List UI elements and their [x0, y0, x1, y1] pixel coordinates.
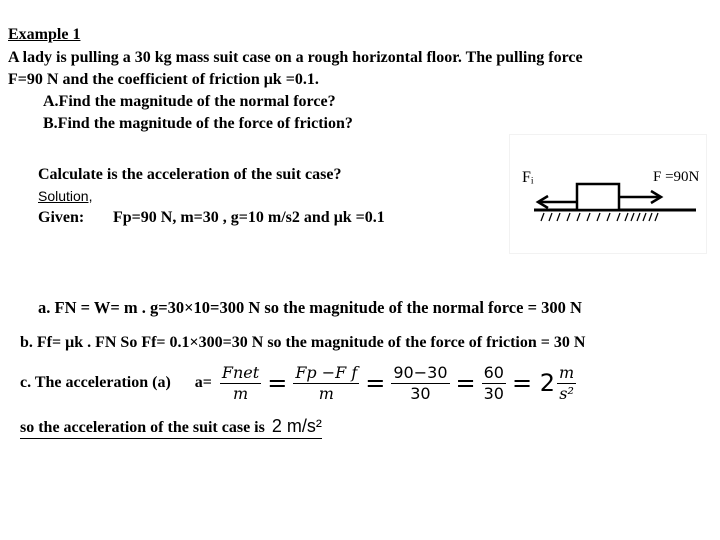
unit-m-per-s2	[557, 363, 576, 404]
fraction-numeric-1	[391, 363, 449, 404]
question-b: B.Find the magnitude of the force of friction?	[43, 115, 353, 132]
fraction-numeric-1-numerator: 90−30	[393, 362, 448, 382]
fraction-numeric-2-denominator: 30	[483, 383, 504, 403]
solution-label: Solution,	[38, 188, 93, 204]
question-a: A.Find the magnitude of the normal force?	[43, 93, 336, 110]
fraction-fnet-denominator: m	[232, 383, 249, 403]
fraction-fp-ff-numerator: Fp −F f	[295, 362, 358, 382]
suitcase-box	[577, 184, 619, 210]
fraction-numeric-2-numerator: 60	[483, 362, 504, 382]
fraction-fp-minus-ff-over-m	[293, 363, 359, 404]
fraction-numeric-2	[482, 363, 506, 404]
given-values: Fp=90 N, m=30 , g=10 m/s2 and μk =0.1	[113, 209, 385, 226]
floor-hatching	[541, 213, 658, 221]
question-c: Calculate is the acceleration of the suit case?	[38, 166, 342, 183]
problem-line-1: A lady is pulling a 30 kg mass suit case on a rough horizontal floor. The pulling force	[8, 49, 583, 66]
conclusion-value: 2 m/s²	[271, 416, 322, 436]
acceleration-result: = 2	[511, 369, 555, 397]
fraction-numeric-1-denominator: 30	[410, 383, 431, 403]
diagram-svg	[510, 135, 706, 253]
pull-force-label: F =90N	[653, 169, 700, 185]
solution-b: b. Ff= μk . FN So Ff= 0.1×300=30 N so the magnitude of the force of friction = 30 N	[20, 334, 586, 351]
solution-a: a. FN = W= m . g=30×10=300 N so the magnitude of the normal force = 300 N	[38, 298, 582, 317]
acceleration-symbol-eq: a=	[194, 374, 212, 391]
unit-numerator: m	[558, 362, 575, 382]
problem-line-2: F=90 N and the coefficient of friction μk =0.1.	[8, 71, 319, 88]
equals-sign: =	[267, 369, 288, 397]
solution-c	[20, 358, 576, 408]
friction-force-label: Fᵢ	[522, 169, 534, 186]
force-diagram	[510, 135, 706, 253]
unit-denominator: s²	[559, 383, 574, 403]
example-heading: Example 1	[8, 26, 81, 43]
fraction-fnet-over-m	[220, 363, 261, 404]
conclusion-text: so the acceleration of the suit case is	[20, 419, 265, 436]
equals-sign: =	[455, 369, 476, 397]
fraction-fp-ff-denominator: m	[318, 383, 334, 403]
fraction-fnet-numerator: Fnet	[221, 362, 260, 382]
solution-c-label: c. The acceleration (a)	[20, 374, 171, 391]
conclusion	[20, 416, 322, 439]
given-label: Given:	[38, 209, 85, 226]
equals-sign: =	[365, 369, 386, 397]
